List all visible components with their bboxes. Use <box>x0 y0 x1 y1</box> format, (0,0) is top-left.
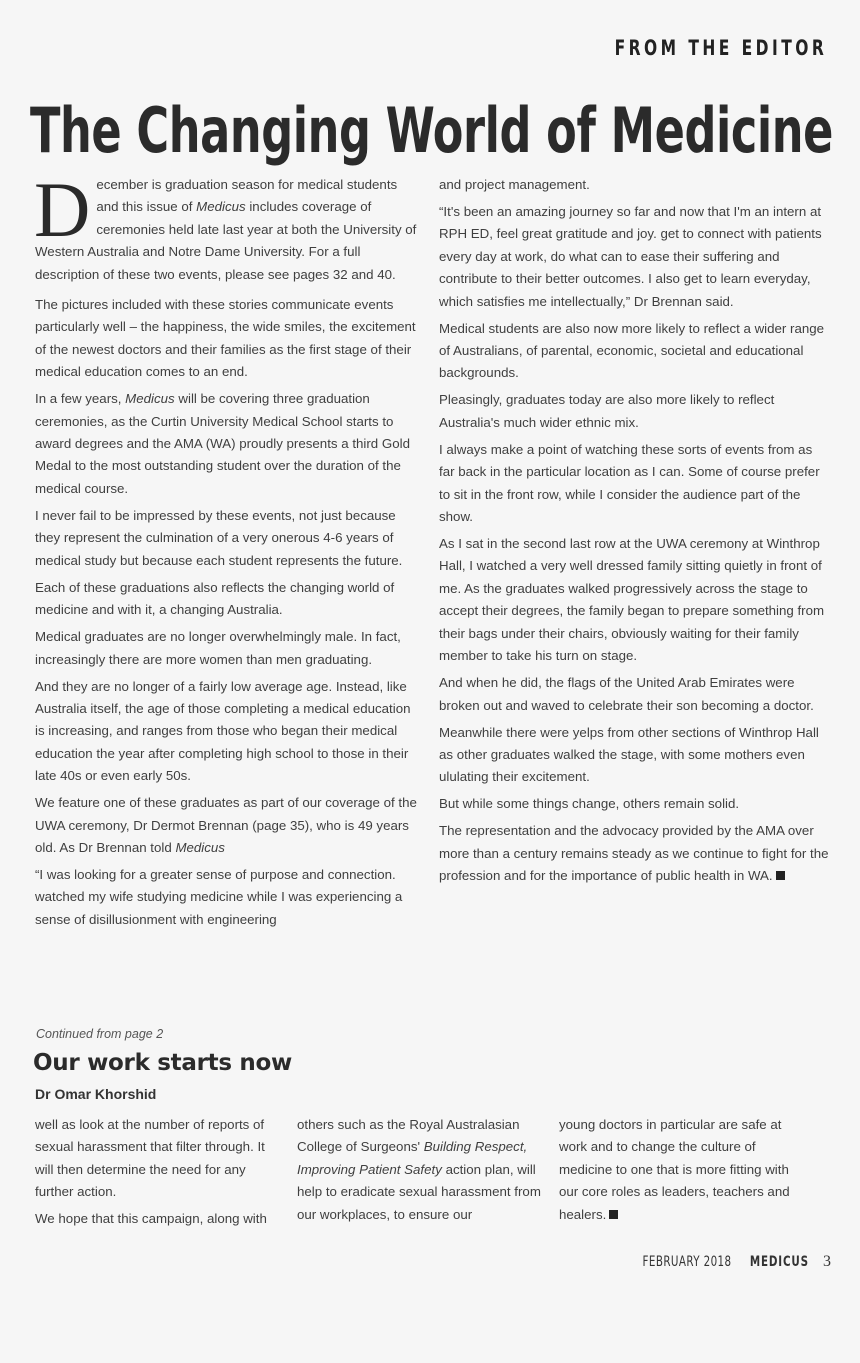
publication-brand: MEDICUS <box>750 1254 809 1270</box>
end-mark-icon <box>609 1210 618 1219</box>
article-paragraph: young doctors in particular are safe at work and to change the culture of medicine to one that is more fitting with our core roles as leaders, teachers and healers. <box>559 1117 790 1222</box>
article-column-right <box>439 174 829 892</box>
article-paragraph: Medical graduates are no longer overwhelmingly male. In fact, increasingly there are more women than men graduating. <box>35 629 401 667</box>
article-paragraph: As I sat in the second last row at the UWA ceremony at Winthrop Hall, I watched a very well dressed family sitting quietly in front of me. As the graduates walked progressively across the stage to accept their degrees, the family began to prepare something from their bags under their chairs, obviously waiting for their family member to take his turn on stage. <box>439 536 825 664</box>
article-paragraph: “It's been an amazing journey so far and now that I'm an intern at RPH ED, feel great gratitude and joy. get to connect with patients every day at work, do what can to ease their suffering and contribute to their better outcomes. I also get to learn everyday, which satisfies me intellectually,” Dr Brennan said. <box>439 204 822 309</box>
article-paragraph: I always make a point of watching these sorts of events from as far back in the particular location as I can. Some of course prefer to sit in the front row, while I consider the audience part of the show. <box>439 441 820 525</box>
publication-name: Medicus <box>175 839 225 855</box>
article-paragraph: In a few years, Medicus will be covering three graduation ceremonies, as the Curtin University Medical School starts to award degrees and the AMA (WA) proudly presents a third Gold Medal to the most outstanding student over the duration of the medical course. <box>35 391 410 496</box>
article-paragraph: Meanwhile there were yelps from other sections of Winthrop Hall as other graduates walked the stage, with some mothers even ululating their excitement. <box>439 724 819 785</box>
end-mark-icon <box>776 871 785 880</box>
article-paragraph: But while some things change, others remain solid. <box>439 796 740 812</box>
article-paragraph: And they are no longer of a fairly low average age. Instead, like Australia itself, the age of those completing a medical education is increasing, and ranges from those who began their medical education the year after completing high school to those in their late 40s or even early 50s. <box>35 678 411 784</box>
article-headline: The Changing World of Medicine <box>30 94 834 167</box>
section-label: FROM THE EDITOR <box>614 36 827 60</box>
article-paragraph: “I was looking for a greater sense of purpose and connection. watched my wife studying medicine while I was experiencing a sense of disillusionment with engineering <box>35 866 403 927</box>
article-paragraph: We hope that this campaign, along with <box>35 1211 267 1227</box>
article-paragraph: The pictures included with these stories communicate events particularly well – the happiness, the wide smiles, the excitement of the newest doctors and their families as the first stage of their medical education comes to an end. <box>35 297 416 380</box>
page-number: 3 <box>823 1253 831 1270</box>
article-column-left <box>34 166 423 936</box>
byline: Dr Omar Khorshid <box>35 1086 157 1102</box>
article-paragraph: well as look at the number of reports of sexual harassment that filter through. It will then determine the need for any further action. <box>35 1117 265 1200</box>
issue-date: FEBRUARY 2018 <box>642 1254 732 1270</box>
article-paragraph: Each of these graduations also reflects the changing world of medicine and with it, a changing Australia. <box>35 579 395 618</box>
article-paragraph: and project management. <box>439 177 590 192</box>
article-paragraph: The representation and the advocacy provided by the AMA over more than a century remains steady as we continue to fight for the profession and for the importance of public health in WA. <box>439 823 829 884</box>
article-paragraph: I never fail to be impressed by these events, not just because they represent the culmination of a very onerous 4-6 years of medical study but because each student represents the future. <box>35 507 403 568</box>
continued-label: Continued from page 2 <box>36 1027 164 1041</box>
continued-column-1 <box>35 1114 285 1235</box>
publication-name: Medicus <box>196 199 246 215</box>
campaign-name: Building Respect, Improving Patient Safety <box>297 1139 528 1177</box>
article-paragraph: And when he did, the flags of the United Arab Emirates were broken out and waved to celebrate their son becoming a doctor. <box>439 675 814 713</box>
sub-headline: Our work starts now <box>33 1050 292 1076</box>
continued-column-2 <box>297 1114 549 1231</box>
page-footer <box>623 1253 831 1271</box>
article-paragraph: Medical students are also now more likely to reflect a wider range of Australians, of parental, economic, societal and educational backgrounds. <box>439 320 825 381</box>
article-paragraph: December is graduation season for medical students and this issue of Medicus includes coverage of ceremonies held late last year at both the University of Western Australia and Notre Dame University. For a full description of these two events, please see pages 32 and 40. <box>34 166 417 282</box>
article-paragraph: others such as the Royal Australasian College of Surgeons' Building Respect, Improving Patient Safety action plan, will help to eradicate sexual harassment from our workplaces, to ensure our <box>297 1117 541 1222</box>
drop-cap: D <box>34 166 91 253</box>
article-paragraph: We feature one of these graduates as part of our coverage of the UWA ceremony, Dr Dermot Brennan (page 35), who is 49 years old. As Dr Brennan told Medicus <box>35 795 417 855</box>
article-paragraph: Pleasingly, graduates today are also more likely to reflect Australia's much wider ethnic mix. <box>439 392 775 430</box>
publication-name: Medicus <box>125 391 175 407</box>
continued-column-3 <box>559 1114 809 1231</box>
